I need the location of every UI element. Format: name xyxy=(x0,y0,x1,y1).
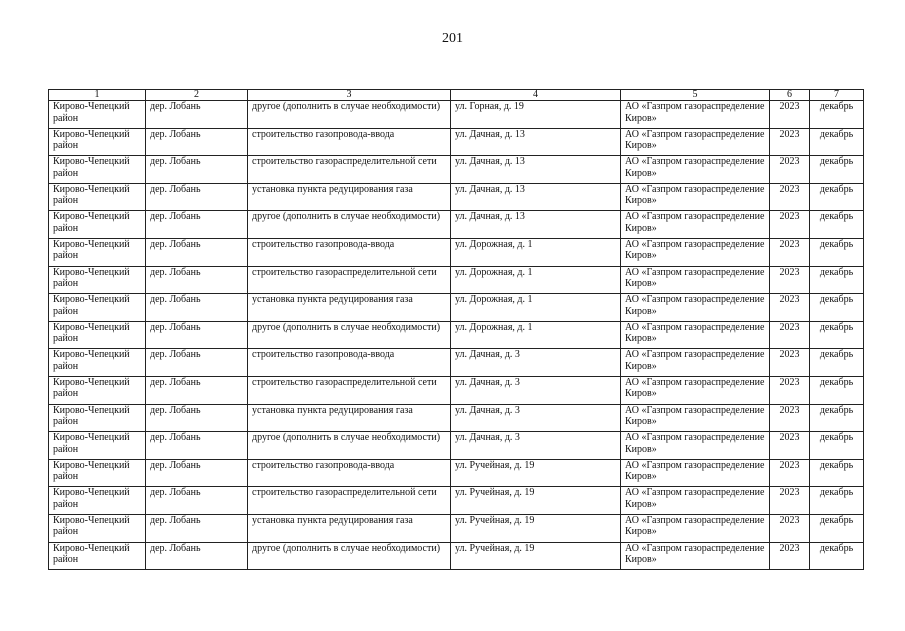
table-row xyxy=(49,459,864,487)
organization-cell: АО «Газпром газораспределение Киров» xyxy=(621,432,770,460)
month-cell: декабрь xyxy=(810,294,864,322)
work-type-cell: строительство газопровода-ввода xyxy=(248,128,451,156)
settlement-cell: дер. Лобань xyxy=(146,459,248,487)
settlement-cell: дер. Лобань xyxy=(146,487,248,515)
settlement-cell: дер. Лобань xyxy=(146,432,248,460)
organization-cell: АО «Газпром газораспределение Киров» xyxy=(621,514,770,542)
year-cell: 2023 xyxy=(770,183,810,211)
year-cell: 2023 xyxy=(770,349,810,377)
table-row xyxy=(49,514,864,542)
organization-cell: АО «Газпром газораспределение Киров» xyxy=(621,321,770,349)
district-cell: Кирово-Чепецкий район xyxy=(49,542,146,570)
organization-cell: АО «Газпром газораспределение Киров» xyxy=(621,101,770,129)
address-cell: ул. Дорожная, д. 1 xyxy=(451,238,621,266)
district-cell: Кирово-Чепецкий район xyxy=(49,349,146,377)
address-cell: ул. Дачная, д. 3 xyxy=(451,404,621,432)
data-table xyxy=(48,89,864,570)
address-cell: ул. Дачная, д. 3 xyxy=(451,376,621,404)
month-cell: декабрь xyxy=(810,349,864,377)
year-cell: 2023 xyxy=(770,487,810,515)
work-type-cell: строительство газораспределительной сети xyxy=(248,266,451,294)
district-cell: Кирово-Чепецкий район xyxy=(49,183,146,211)
table-row xyxy=(49,156,864,184)
address-cell: ул. Ручейная, д. 19 xyxy=(451,514,621,542)
settlement-cell: дер. Лобань xyxy=(146,542,248,570)
work-type-cell: установка пункта редуцирования газа xyxy=(248,294,451,322)
address-cell: ул. Ручейная, д. 19 xyxy=(451,487,621,515)
column-header: 2 xyxy=(146,90,248,101)
organization-cell: АО «Газпром газораспределение Киров» xyxy=(621,294,770,322)
settlement-cell: дер. Лобань xyxy=(146,404,248,432)
column-header: 3 xyxy=(248,90,451,101)
work-type-cell: установка пункта редуцирования газа xyxy=(248,514,451,542)
organization-cell: АО «Газпром газораспределение Киров» xyxy=(621,349,770,377)
year-cell: 2023 xyxy=(770,321,810,349)
table-row xyxy=(49,266,864,294)
district-cell: Кирово-Чепецкий район xyxy=(49,404,146,432)
settlement-cell: дер. Лобань xyxy=(146,266,248,294)
table-row xyxy=(49,294,864,322)
address-cell: ул. Дорожная, д. 1 xyxy=(451,266,621,294)
table-row xyxy=(49,238,864,266)
organization-cell: АО «Газпром газораспределение Киров» xyxy=(621,156,770,184)
year-cell: 2023 xyxy=(770,404,810,432)
address-cell: ул. Горная, д. 19 xyxy=(451,101,621,129)
address-cell: ул. Дачная, д. 13 xyxy=(451,156,621,184)
address-cell: ул. Ручейная, д. 19 xyxy=(451,542,621,570)
organization-cell: АО «Газпром газораспределение Киров» xyxy=(621,376,770,404)
month-cell: декабрь xyxy=(810,183,864,211)
table-row xyxy=(49,349,864,377)
settlement-cell: дер. Лобань xyxy=(146,294,248,322)
settlement-cell: дер. Лобань xyxy=(146,128,248,156)
district-cell: Кирово-Чепецкий район xyxy=(49,432,146,460)
district-cell: Кирово-Чепецкий район xyxy=(49,238,146,266)
year-cell: 2023 xyxy=(770,238,810,266)
district-cell: Кирово-Чепецкий район xyxy=(49,128,146,156)
settlement-cell: дер. Лобань xyxy=(146,514,248,542)
column-header: 1 xyxy=(49,90,146,101)
address-cell: ул. Дачная, д. 3 xyxy=(451,432,621,460)
work-type-cell: строительство газораспределительной сети xyxy=(248,156,451,184)
table-row xyxy=(49,211,864,239)
work-type-cell: другое (дополнить в случае необходимости) xyxy=(248,432,451,460)
organization-cell: АО «Газпром газораспределение Киров» xyxy=(621,238,770,266)
address-cell: ул. Дачная, д. 13 xyxy=(451,128,621,156)
organization-cell: АО «Газпром газораспределение Киров» xyxy=(621,128,770,156)
district-cell: Кирово-Чепецкий район xyxy=(49,156,146,184)
work-type-cell: другое (дополнить в случае необходимости) xyxy=(248,321,451,349)
district-cell: Кирово-Чепецкий район xyxy=(49,266,146,294)
month-cell: декабрь xyxy=(810,266,864,294)
organization-cell: АО «Газпром газораспределение Киров» xyxy=(621,542,770,570)
month-cell: декабрь xyxy=(810,376,864,404)
work-type-cell: строительство газопровода-ввода xyxy=(248,349,451,377)
table-row xyxy=(49,101,864,129)
settlement-cell: дер. Лобань xyxy=(146,101,248,129)
year-cell: 2023 xyxy=(770,128,810,156)
work-type-cell: другое (дополнить в случае необходимости) xyxy=(248,211,451,239)
year-cell: 2023 xyxy=(770,542,810,570)
year-cell: 2023 xyxy=(770,376,810,404)
district-cell: Кирово-Чепецкий район xyxy=(49,321,146,349)
table-row xyxy=(49,128,864,156)
settlement-cell: дер. Лобань xyxy=(146,156,248,184)
settlement-cell: дер. Лобань xyxy=(146,211,248,239)
month-cell: декабрь xyxy=(810,128,864,156)
settlement-cell: дер. Лобань xyxy=(146,349,248,377)
month-cell: декабрь xyxy=(810,459,864,487)
work-type-cell: строительство газораспределительной сети xyxy=(248,376,451,404)
organization-cell: АО «Газпром газораспределение Киров» xyxy=(621,266,770,294)
year-cell: 2023 xyxy=(770,294,810,322)
address-cell: ул. Дачная, д. 13 xyxy=(451,183,621,211)
year-cell: 2023 xyxy=(770,156,810,184)
address-cell: ул. Дорожная, д. 1 xyxy=(451,321,621,349)
district-cell: Кирово-Чепецкий район xyxy=(49,514,146,542)
column-header: 7 xyxy=(810,90,864,101)
table-row xyxy=(49,487,864,515)
month-cell: декабрь xyxy=(810,156,864,184)
table-row xyxy=(49,183,864,211)
settlement-cell: дер. Лобань xyxy=(146,321,248,349)
district-cell: Кирово-Чепецкий район xyxy=(49,376,146,404)
settlement-cell: дер. Лобань xyxy=(146,183,248,211)
year-cell: 2023 xyxy=(770,459,810,487)
organization-cell: АО «Газпром газораспределение Киров» xyxy=(621,211,770,239)
address-cell: ул. Ручейная, д. 19 xyxy=(451,459,621,487)
work-type-cell: другое (дополнить в случае необходимости) xyxy=(248,101,451,129)
year-cell: 2023 xyxy=(770,266,810,294)
address-cell: ул. Дачная, д. 13 xyxy=(451,211,621,239)
work-type-cell: установка пункта редуцирования газа xyxy=(248,404,451,432)
year-cell: 2023 xyxy=(770,432,810,460)
month-cell: декабрь xyxy=(810,211,864,239)
organization-cell: АО «Газпром газораспределение Киров» xyxy=(621,404,770,432)
work-type-cell: другое (дополнить в случае необходимости) xyxy=(248,542,451,570)
month-cell: декабрь xyxy=(810,404,864,432)
year-cell: 2023 xyxy=(770,101,810,129)
work-type-cell: строительство газопровода-ввода xyxy=(248,238,451,266)
work-type-cell: установка пункта редуцирования газа xyxy=(248,183,451,211)
year-cell: 2023 xyxy=(770,211,810,239)
address-cell: ул. Дачная, д. 3 xyxy=(451,349,621,377)
table-row xyxy=(49,321,864,349)
district-cell: Кирово-Чепецкий район xyxy=(49,459,146,487)
month-cell: декабрь xyxy=(810,238,864,266)
month-cell: декабрь xyxy=(810,101,864,129)
table-row xyxy=(49,376,864,404)
work-type-cell: строительство газораспределительной сети xyxy=(248,487,451,515)
column-header: 5 xyxy=(621,90,770,101)
settlement-cell: дер. Лобань xyxy=(146,238,248,266)
address-cell: ул. Дорожная, д. 1 xyxy=(451,294,621,322)
district-cell: Кирово-Чепецкий район xyxy=(49,101,146,129)
work-type-cell: строительство газопровода-ввода xyxy=(248,459,451,487)
page-number: 201 xyxy=(442,31,463,46)
organization-cell: АО «Газпром газораспределение Киров» xyxy=(621,183,770,211)
organization-cell: АО «Газпром газораспределение Киров» xyxy=(621,459,770,487)
month-cell: декабрь xyxy=(810,432,864,460)
month-cell: декабрь xyxy=(810,487,864,515)
year-cell: 2023 xyxy=(770,514,810,542)
district-cell: Кирово-Чепецкий район xyxy=(49,487,146,515)
settlement-cell: дер. Лобань xyxy=(146,376,248,404)
month-cell: декабрь xyxy=(810,321,864,349)
organization-cell: АО «Газпром газораспределение Киров» xyxy=(621,487,770,515)
district-cell: Кирово-Чепецкий район xyxy=(49,294,146,322)
month-cell: декабрь xyxy=(810,542,864,570)
column-header: 4 xyxy=(451,90,621,101)
column-header: 6 xyxy=(770,90,810,101)
table-row xyxy=(49,542,864,570)
table-row xyxy=(49,432,864,460)
month-cell: декабрь xyxy=(810,514,864,542)
header-row xyxy=(49,90,864,101)
district-cell: Кирово-Чепецкий район xyxy=(49,211,146,239)
table-row xyxy=(49,404,864,432)
